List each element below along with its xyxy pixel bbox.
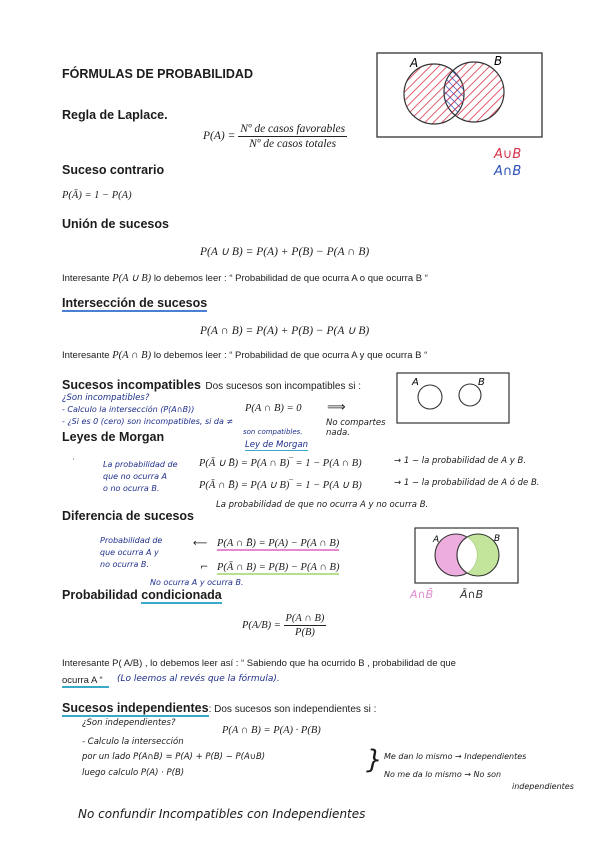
page-title: FÓRMULAS DE PROBABILIDAD	[62, 67, 253, 81]
condicionada-heading-ul: condicionada	[141, 588, 222, 602]
morgan-formula-1: P(Ā ∪ B̄) = P(A ∩ B)‾ = 1 − P(A ∩ B)	[199, 458, 362, 469]
union-note-math: P(A ∪ B)	[112, 273, 152, 284]
incompatibles-hand-question: ¿Son incompatibles?	[62, 393, 150, 403]
independientes-hand-3: luego calculo P(A) · P(B)	[82, 768, 185, 778]
diferencia-hand-3: no ocurra B.	[100, 560, 149, 569]
interseccion-note-post: lo debemos leer : “ Probabilidad de que ocurra A y que ocurra B “	[153, 350, 428, 361]
incompatibles-arrow-icon: ⟹	[327, 400, 346, 415]
condicionada-note-hand: (Lo leemos al revés que la fórmula).	[117, 674, 280, 684]
interseccion-formula: P(A ∩ B) = P(A) + P(B) − P(A ∪ B)	[200, 325, 370, 337]
independientes-heading: Sucesos independientes	[62, 701, 209, 715]
condicionada-note-2-text: ocurra A “	[62, 675, 109, 688]
condicionada-formula	[242, 613, 326, 638]
independientes-desc: : Dos sucesos son independientes si :	[208, 704, 377, 715]
independientes-brace-icon: }	[366, 745, 383, 775]
union-formula: P(A ∪ B) = P(A) + P(B) − P(A ∩ B)	[200, 246, 370, 258]
laplace-lhs: P(A) =	[203, 130, 236, 143]
interseccion-heading	[62, 296, 207, 310]
venn-top-label-a: A	[410, 56, 419, 70]
independientes-formula: P(A ∩ B) = P(A) · P(B)	[222, 725, 321, 736]
morgan-formula-1-note: → 1 − la probabilidad de A y B.	[394, 456, 527, 466]
incompatibles-arrow-note: No compartes nada.	[326, 418, 386, 438]
diferencia-arrow-2-icon: ⌐	[200, 562, 209, 573]
diferencia-formula-1: P(A ∩ B̄) = P(A) − P(A ∩ B)	[217, 538, 340, 549]
interseccion-note-math: P(A ∩ B)	[112, 350, 152, 361]
incompatibles-hand-1: - Calculo la intersección (P(A∩B))	[62, 405, 195, 414]
morgan-left-3: o no ocurra B.	[103, 484, 160, 493]
condicionada-heading-pre: Probabilidad	[62, 588, 138, 602]
venn-diagram-diferencia	[414, 527, 520, 585]
morgan-dot: ·	[72, 455, 75, 464]
diferencia-formula-2: P(Ā ∩ B) = P(B) − P(A ∩ B)	[217, 562, 340, 573]
venn-diagram-incompatibles	[396, 372, 512, 426]
morgan-left-2: que no ocurra A	[103, 472, 167, 481]
venn-dif-label-b: B	[494, 534, 501, 544]
venn-incompat-label-a: A	[412, 377, 419, 388]
incompatibles-desc: Dos sucesos son incompatibles si :	[205, 381, 362, 392]
incompatibles-heading: Sucesos incompatibles	[62, 378, 201, 392]
incompatibles-hand-2: - ¿Si es 0 (cero) son incompatibles, si da ≠	[62, 417, 234, 426]
independientes-result-2: No me da lo mismo → No son	[384, 770, 502, 779]
contrario-heading: Suceso contrario	[62, 163, 165, 177]
venn-dif-caption-2: Ā∩B	[460, 588, 484, 601]
morgan-formula-2-note: → 1 − la probabilidad de A ó de B.	[394, 478, 540, 488]
interseccion-note	[62, 350, 427, 361]
footer-note: No confundir Incompatibles con Independientes	[78, 807, 366, 821]
laplace-denominator: Nº de casos totales	[249, 138, 337, 150]
venn-dif-label-a: A	[433, 535, 440, 545]
independientes-hand-1: - Calculo la intersección	[82, 737, 184, 747]
morgan-heading: Leyes de Morgan	[62, 430, 165, 444]
diferencia-arrow-icon: ⟵	[193, 538, 208, 549]
venn-top-label-b: B	[494, 54, 503, 68]
independientes-hand-question: ¿Son independientes?	[82, 718, 176, 728]
venn-dif-caption-1: A∩B̄	[410, 588, 434, 601]
morgan-formula-2: P(Ā ∩ B̄) = P(A ∪ B)‾ = 1 − P(A ∪ B)	[199, 480, 362, 491]
condicionada-note-2	[62, 675, 109, 686]
venn-diagram-top	[376, 52, 544, 140]
independientes-result-3: independientes	[512, 782, 574, 791]
condicionada-lhs: P(A/B) =	[242, 619, 281, 631]
union-note-post: lo debemos leer : “ Probabilidad de que ocurra A o que ocurra B “	[153, 273, 428, 284]
independientes-result-1: Me dan lo mismo → Independientes	[384, 752, 527, 761]
venn-incompat-circle-a	[418, 385, 442, 409]
condicionada-numerator: P(A ∩ B)	[285, 613, 325, 624]
venn-top-note-intersection: A∩B	[494, 164, 522, 179]
condicionada-fraction	[284, 613, 327, 638]
condicionada-note-1: Interesante P( A/B) , lo debemos leer así : “ Sabiendo que ha ocurrido B , probabilidad de que	[62, 658, 456, 669]
diferencia-hand-2: que ocurra A y	[100, 548, 159, 557]
incompatibles-line	[62, 376, 361, 394]
venn-incompat-label-b: B	[478, 377, 485, 388]
union-heading: Unión de sucesos	[62, 217, 169, 231]
diferencia-hand-1: Probabilidad de	[100, 536, 163, 545]
morgan-formula-2-under: La probabilidad de que no ocurra A y no ocurra B.	[216, 500, 429, 510]
laplace-numerator: Nº de casos favorables	[240, 123, 346, 135]
union-note	[62, 272, 428, 284]
laplace-heading: Regla de Laplace.	[62, 108, 168, 122]
morgan-hand-label	[245, 440, 308, 450]
condicionada-denominator: P(B)	[295, 627, 315, 638]
laplace-fraction	[238, 123, 347, 150]
independientes-line	[62, 699, 376, 717]
laplace-formula	[203, 123, 347, 150]
diferencia-formula-2-note: No ocurra A y ocurra B.	[150, 578, 244, 587]
interseccion-heading-text: Intersección de sucesos	[62, 296, 208, 310]
diferencia-heading: Diferencia de sucesos	[62, 509, 195, 523]
condicionada-heading	[62, 588, 222, 602]
contrario-formula: P(Ā) = 1 − P(A)	[62, 190, 132, 201]
independientes-hand-2: por un lado P(A∩B) = P(A) + P(B) − P(A∪B)	[82, 752, 266, 762]
morgan-left-1: La probabilidad de	[103, 460, 178, 469]
interseccion-note-pre: Interesante	[62, 350, 110, 361]
incompatibles-hand-3: son compatibles.	[243, 428, 303, 436]
union-note-pre: Interesante	[62, 273, 110, 284]
venn-top-note-union: A∪B	[494, 147, 522, 162]
morgan-hand-label-text: Ley de Morgan	[245, 440, 309, 450]
incompatibles-formula: P(A ∩ B) = 0	[245, 403, 302, 414]
